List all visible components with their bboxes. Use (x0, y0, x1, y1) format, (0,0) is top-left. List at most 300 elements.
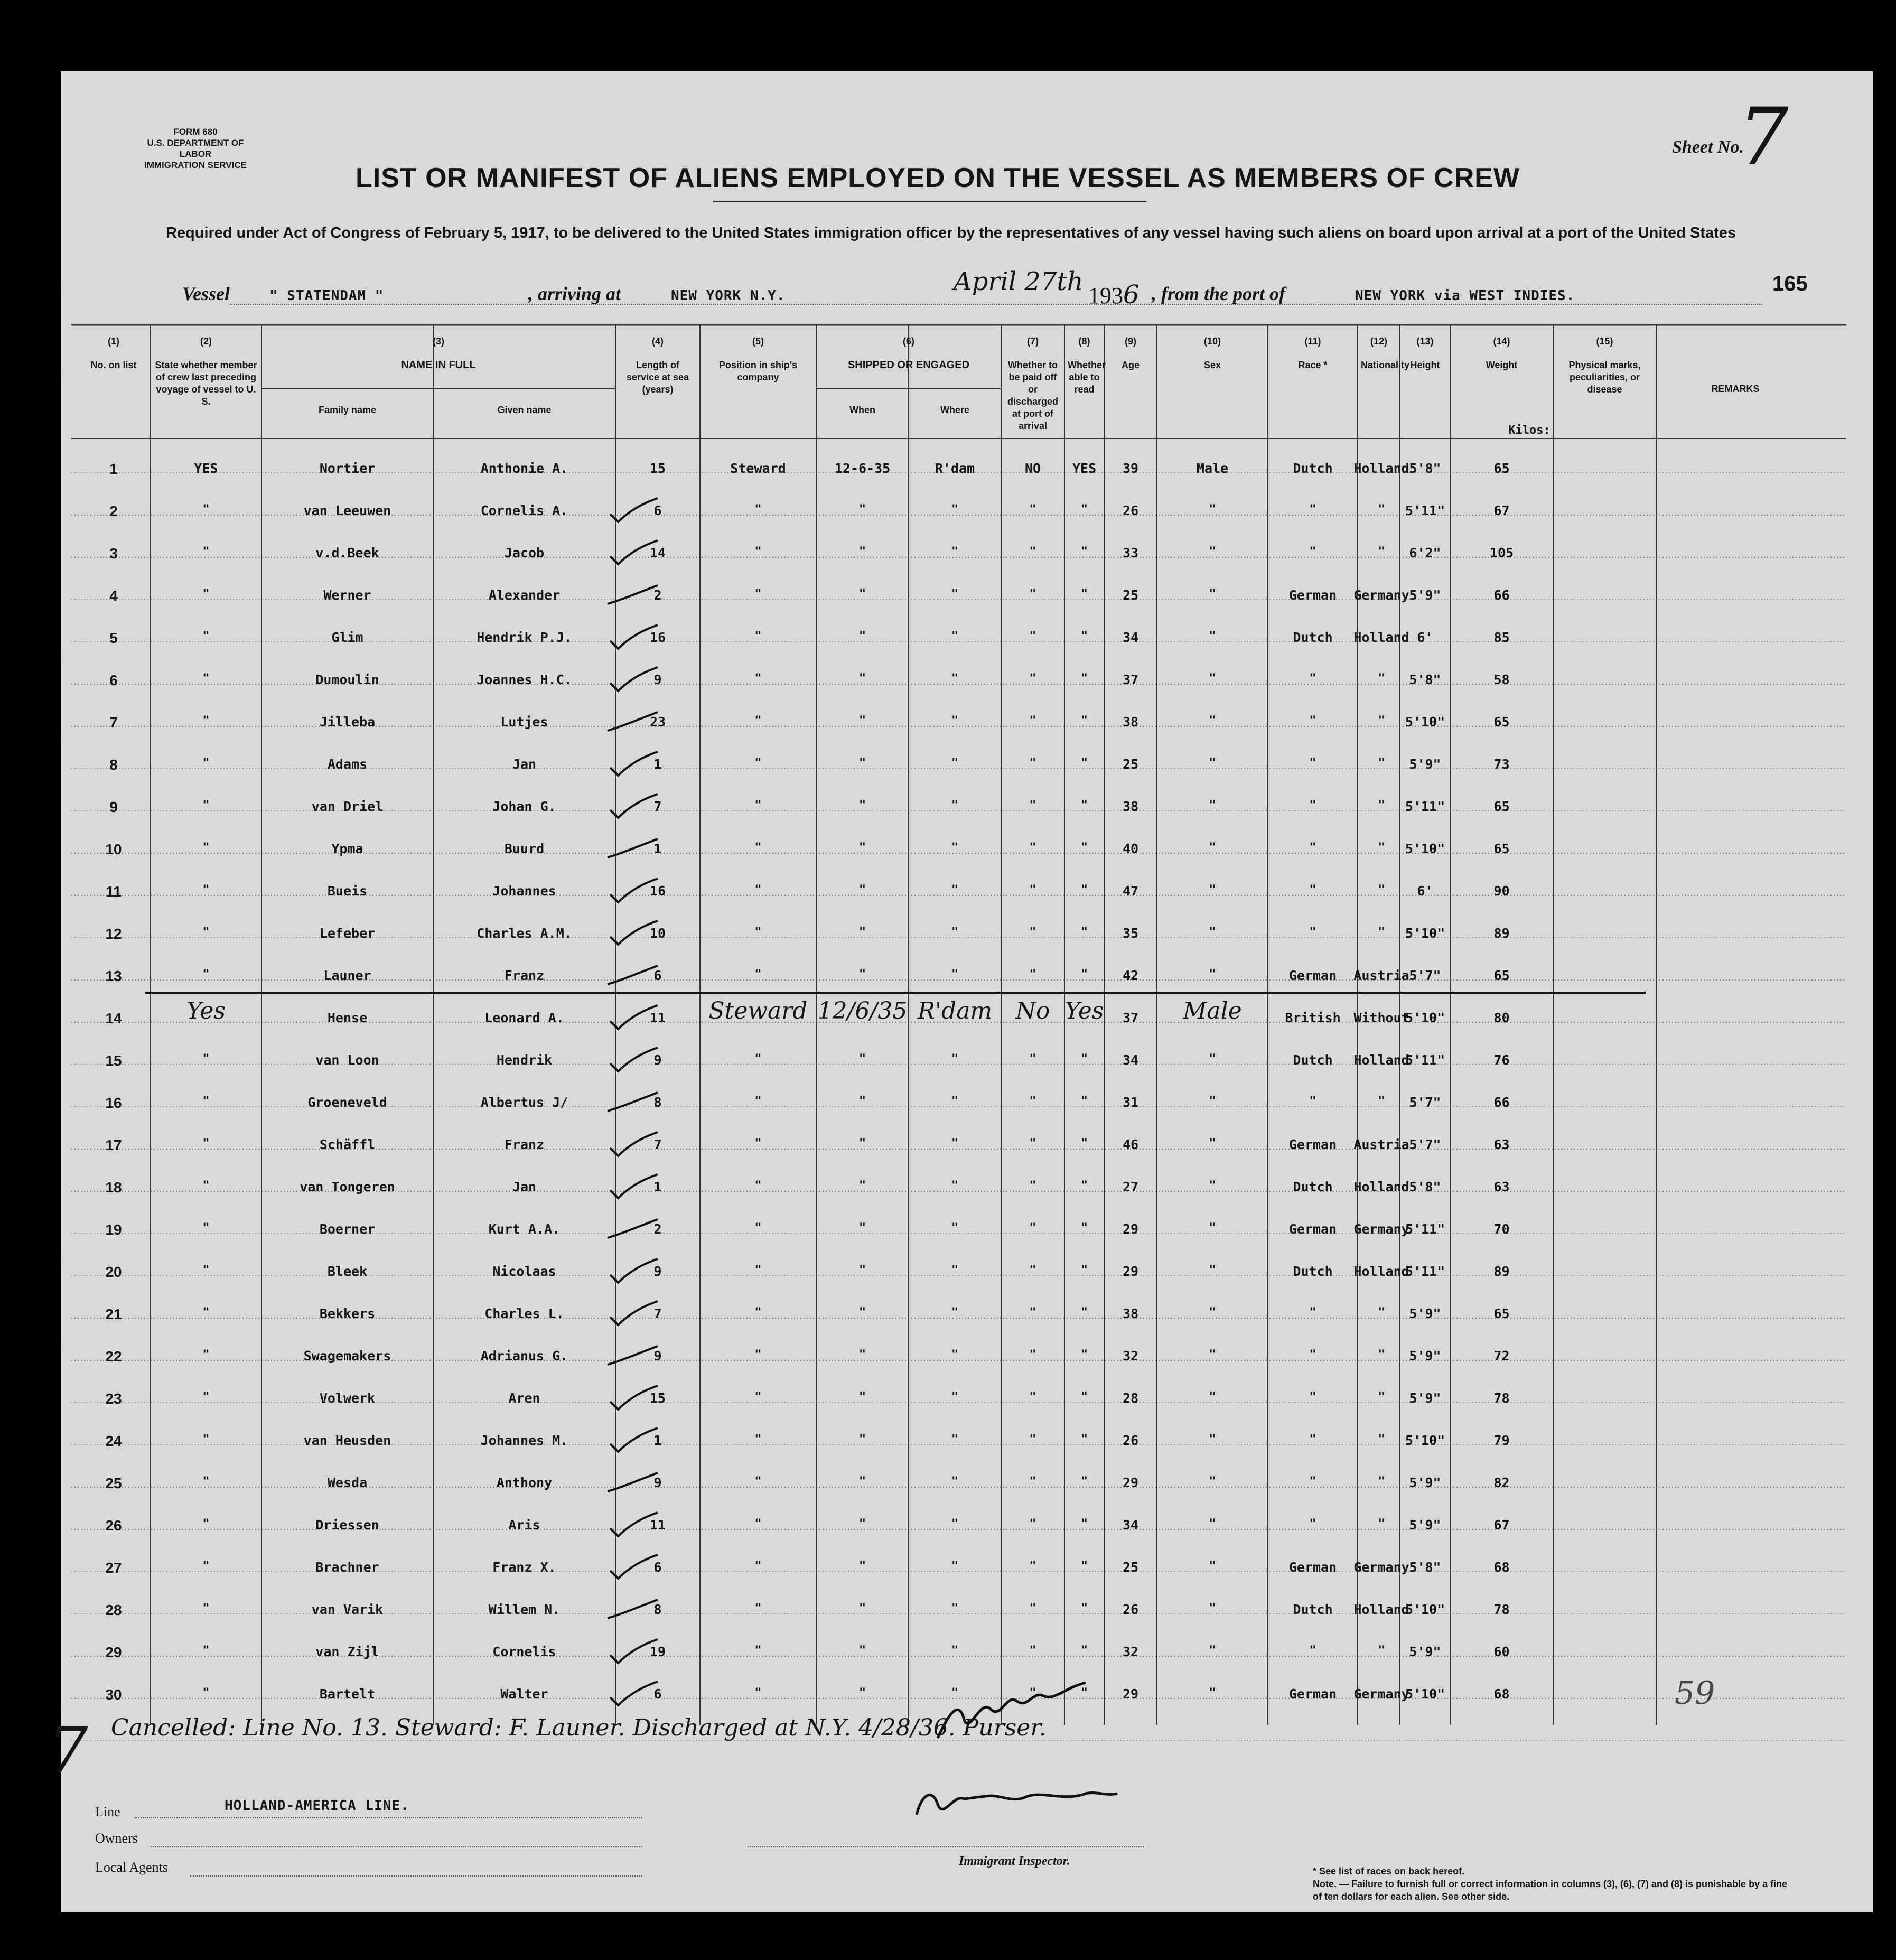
cell-prev: " (202, 1052, 210, 1066)
column-header: SHIPPED OR ENGAGED (847, 359, 970, 371)
cell-race: " (1309, 926, 1316, 939)
cell-age: 34 (1122, 630, 1139, 645)
cell-when: " (858, 1602, 866, 1615)
cell-nationality: " (1378, 799, 1385, 812)
cell-weight: 66 (1493, 1095, 1510, 1110)
table-row (61, 671, 1873, 713)
cell-age: 38 (1122, 799, 1139, 814)
cell-family: Jilleba (319, 714, 376, 730)
check-mark (605, 1130, 663, 1161)
cell-prev: " (202, 968, 210, 981)
cell-position: Steward (730, 461, 786, 476)
cell-service: 9 (653, 1348, 662, 1364)
cell-sex: " (1209, 1390, 1216, 1404)
cell-height: 5'10" (1405, 1602, 1445, 1617)
cell-sex: " (1209, 1686, 1216, 1700)
cell-sex: " (1209, 1475, 1216, 1488)
cell-paid: " (1029, 1560, 1036, 1573)
vessel-label: Vessel (182, 283, 230, 304)
cell-race: " (1309, 841, 1316, 854)
cell-height: 5'9" (1409, 1475, 1441, 1490)
cell-nationality: Austria (1353, 968, 1409, 983)
cell-paid: " (1029, 1264, 1036, 1277)
check-mark (605, 1383, 663, 1415)
check-mark (605, 1468, 663, 1499)
cell-family: van Driel (311, 799, 384, 814)
form-number: FORM 680 U.S. DEPARTMENT OF LABOR IMMIGRATION SERVICE (144, 127, 247, 170)
cell-sex: " (1209, 1644, 1216, 1657)
cell-age: 27 (1122, 1179, 1139, 1194)
cell-read: " (1080, 545, 1088, 558)
column-number: (1) (108, 336, 119, 347)
column-header: Nationality (1361, 360, 1410, 370)
cell-prev: " (202, 841, 210, 854)
cell-age: 26 (1122, 503, 1139, 518)
cell-given: Aren (508, 1390, 540, 1406)
cell-where: R'dam (917, 997, 993, 1024)
column-number: (8) (1078, 336, 1090, 347)
cell-nationality: Holland (1353, 1052, 1409, 1068)
cell-age: 31 (1122, 1095, 1139, 1110)
cell-height: 5'11" (1405, 1221, 1445, 1237)
cell-read: " (1080, 1517, 1088, 1530)
cell-race: " (1309, 757, 1316, 770)
cell-given: Anthony (496, 1475, 553, 1490)
cell-where: " (951, 1390, 959, 1404)
cell-no: 18 (105, 1179, 122, 1196)
cell-where: R'dam (935, 461, 975, 476)
cell-paid: " (1029, 1095, 1036, 1108)
cell-paid: " (1029, 1517, 1036, 1530)
cell-family: Glim (331, 630, 363, 645)
cell-weight: 79 (1493, 1433, 1510, 1448)
cell-read: " (1080, 757, 1088, 770)
column-header: Length of service at sea (years) (626, 360, 689, 395)
check-mark (605, 960, 663, 992)
inspector-underline (748, 1846, 1144, 1847)
cell-height: 5'10" (1405, 1010, 1445, 1025)
cell-weight: 72 (1493, 1348, 1510, 1364)
cell-given: Franz (504, 968, 545, 983)
cell-read: " (1080, 1475, 1088, 1488)
cell-prev: " (202, 503, 210, 516)
cell-prev: " (202, 757, 210, 770)
cell-paid: NO (1024, 461, 1041, 476)
cell-age: 37 (1122, 672, 1139, 687)
check-mark (605, 622, 663, 654)
cell-age: 33 (1122, 545, 1139, 561)
cell-no: 8 (109, 757, 118, 773)
cell-age: 29 (1122, 1221, 1139, 1237)
cell-when: " (858, 883, 866, 897)
cell-weight: 65 (1493, 968, 1510, 983)
cell-sex: " (1209, 1602, 1216, 1615)
cell-given: Hendrik (496, 1052, 553, 1068)
cell-position: " (754, 1433, 762, 1446)
cell-position: " (754, 1179, 762, 1192)
cell-sex: " (1209, 1137, 1216, 1150)
cell-family: Groeneveld (307, 1095, 387, 1110)
cell-where: " (951, 1686, 959, 1700)
cell-height: 5'9" (1409, 1644, 1441, 1659)
cell-service: 1 (653, 1179, 662, 1194)
line-label: Line (95, 1804, 120, 1819)
cell-race: German (1288, 1560, 1337, 1575)
cell-when: " (858, 1137, 866, 1150)
cell-sex: " (1209, 1095, 1216, 1108)
cell-given: Charles L. (484, 1306, 564, 1321)
cell-sex: " (1209, 503, 1216, 516)
cell-given: Leonard A. (484, 1010, 564, 1025)
cell-race: " (1309, 883, 1316, 897)
table-row (61, 713, 1873, 755)
cell-weight: 73 (1493, 757, 1510, 772)
owners-label: Owners (95, 1831, 138, 1846)
sheet-number: 7 (1738, 91, 1789, 183)
check-mark (605, 580, 663, 612)
cell-nationality: Germany (1353, 587, 1409, 603)
cell-where: " (951, 1264, 959, 1277)
agents-underline (190, 1875, 642, 1877)
cell-service: 7 (653, 1137, 662, 1152)
column-header: Race * (1298, 360, 1328, 370)
cell-service: 9 (653, 1475, 662, 1490)
cell-where: " (951, 714, 959, 727)
cell-nationality: " (1378, 1433, 1385, 1446)
cell-age: 39 (1122, 461, 1139, 476)
cell-prev: " (202, 926, 210, 939)
cell-no: 16 (105, 1095, 122, 1111)
footnote (1313, 1865, 1788, 1903)
cell-race: Dutch (1293, 1602, 1333, 1617)
column-number: (2) (200, 336, 212, 347)
cell-nationality: " (1378, 1475, 1385, 1488)
cell-weight: 85 (1493, 630, 1510, 645)
cell-no: 7 (109, 714, 118, 731)
column-number: (10) (1203, 336, 1221, 347)
column-header: State whether member of crew last preceding voyage of vessel to U. S. (155, 360, 257, 407)
cell-given: Nicolaas (492, 1264, 556, 1279)
cell-position: " (754, 883, 762, 897)
cell-race: Dutch (1293, 1264, 1333, 1279)
cell-race: German (1288, 587, 1337, 603)
cell-age: 25 (1122, 1560, 1139, 1575)
cell-no: 4 (109, 587, 118, 604)
cell-height: 6' (1417, 630, 1433, 645)
cell-given: Albertus J/ (480, 1095, 568, 1110)
table-row (61, 882, 1873, 925)
cell-height: 5'11" (1405, 799, 1445, 814)
cell-position: " (754, 757, 762, 770)
cell-no: 30 (105, 1686, 122, 1703)
column-number: (7) (1027, 336, 1039, 347)
check-mark (605, 1341, 663, 1373)
cell-height: 5'9" (1409, 587, 1441, 603)
sheet-number-label: Sheet No. (1672, 137, 1744, 157)
cell-nationality: " (1378, 1517, 1385, 1530)
cell-nationality: " (1378, 1644, 1385, 1657)
cell-no: 20 (105, 1264, 122, 1280)
cell-nationality: " (1378, 714, 1385, 727)
cell-family: Volwerk (319, 1390, 376, 1406)
cell-family: van Leeuwen (303, 503, 391, 518)
column-subheader: Family name (318, 405, 377, 415)
cell-where: " (951, 1348, 959, 1361)
cell-paid: " (1029, 1644, 1036, 1657)
cell-no: 5 (109, 630, 118, 646)
cell-height: 5'8" (1409, 1179, 1441, 1194)
column-number: (9) (1125, 336, 1136, 347)
column-header: Whether to be paid off or discharged at port of arrival (1007, 360, 1059, 431)
cell-paid: " (1029, 1052, 1036, 1066)
cell-given: Cornelis (492, 1644, 556, 1659)
table-row (61, 1051, 1873, 1094)
cell-no: 21 (105, 1306, 122, 1322)
cell-age: 29 (1122, 1264, 1139, 1279)
cell-age: 26 (1122, 1602, 1139, 1617)
cell-weight: 80 (1493, 1010, 1510, 1025)
cell-paid: " (1029, 1475, 1036, 1488)
cell-sex: " (1209, 1560, 1216, 1573)
check-mark (605, 1679, 663, 1711)
cell-sex: " (1209, 1306, 1216, 1319)
cell-no: 14 (105, 1010, 122, 1026)
cell-position: " (754, 1560, 762, 1573)
arrival-port: NEW YORK N.Y. (671, 288, 786, 304)
cell-given: Johannes (492, 883, 556, 899)
table-row (61, 586, 1873, 629)
cell-prev: " (202, 1686, 210, 1700)
cell-race: " (1309, 799, 1316, 812)
cell-nationality: Holland (1353, 1264, 1409, 1279)
cell-height: 5'11" (1405, 1052, 1445, 1068)
cell-service: 9 (653, 1264, 662, 1279)
column-header: Position in ship's company (718, 360, 798, 382)
check-mark (605, 1256, 663, 1288)
cell-prev: " (202, 799, 210, 812)
cell-weight: 66 (1493, 587, 1510, 603)
cell-position: " (754, 1137, 762, 1150)
cell-sex: " (1209, 926, 1216, 939)
cell-nationality: " (1378, 503, 1385, 516)
cell-position: " (754, 1644, 762, 1657)
cell-read: " (1080, 1686, 1088, 1700)
cell-age: 32 (1122, 1348, 1139, 1364)
page-title: LIST OR MANIFEST OF ALIENS EMPLOYED ON THE VESSEL AS MEMBERS OF CREW (356, 163, 1520, 193)
cell-sex: Male (1183, 997, 1242, 1024)
cell-when: " (858, 1390, 866, 1404)
cell-read: " (1080, 799, 1088, 812)
cell-position: " (754, 1390, 762, 1404)
cell-nationality: " (1378, 1095, 1385, 1108)
cell-paid: " (1029, 630, 1036, 643)
cell-no: 26 (105, 1517, 122, 1534)
column-number: (12) (1370, 336, 1387, 347)
cell-sex: " (1209, 714, 1216, 727)
cell-given: Joannes H.C. (477, 672, 572, 687)
cell-nationality: Holland (1353, 1602, 1409, 1617)
cell-when: " (858, 1052, 866, 1066)
cell-service: 16 (649, 630, 666, 645)
cell-given: Franz (504, 1137, 545, 1152)
cell-service: 19 (649, 1644, 666, 1659)
cell-when: " (858, 1306, 866, 1319)
cell-race: " (1309, 1475, 1316, 1488)
column-number: (14) (1493, 336, 1510, 347)
cell-family: Dumoulin (315, 672, 379, 687)
cell-when: " (858, 1475, 866, 1488)
cell-position: " (754, 1264, 762, 1277)
column-header: NAME IN FULL (401, 359, 476, 371)
table-row (61, 1516, 1873, 1558)
cell-service: 9 (653, 672, 662, 687)
cell-paid: No (1015, 997, 1050, 1024)
cell-family: Lefeber (319, 926, 376, 941)
cell-weight: 65 (1493, 799, 1510, 814)
cell-read: " (1080, 1390, 1088, 1404)
cell-where: " (951, 630, 959, 643)
cell-race: " (1309, 1517, 1316, 1530)
cell-age: 29 (1122, 1686, 1139, 1702)
cell-age: 46 (1122, 1137, 1139, 1152)
cell-position: " (754, 672, 762, 685)
year-prefix: 193 (1088, 283, 1123, 309)
cell-race: " (1309, 1348, 1316, 1361)
cell-paid: " (1029, 587, 1036, 601)
cell-height: 5'10" (1405, 1686, 1445, 1702)
cell-read: " (1080, 883, 1088, 897)
cell-height: 5'8" (1409, 672, 1441, 687)
cell-nationality: Germany (1353, 1686, 1409, 1702)
inspector-signature (906, 1772, 1128, 1831)
cell-position: " (754, 1052, 762, 1066)
check-mark (605, 665, 663, 696)
cell-race: " (1309, 1390, 1316, 1404)
cell-sex: " (1209, 672, 1216, 685)
cell-read: " (1080, 1560, 1088, 1573)
cell-position: " (754, 1221, 762, 1235)
cell-weight: 89 (1493, 926, 1510, 941)
cell-position: " (754, 1095, 762, 1108)
cell-weight: 76 (1493, 1052, 1510, 1068)
cell-height: 5'8" (1409, 1560, 1441, 1575)
cell-prev: " (202, 545, 210, 558)
cell-height: 5'10" (1405, 714, 1445, 730)
check-mark (605, 1552, 663, 1584)
cell-prev: " (202, 630, 210, 643)
cell-read: " (1080, 1433, 1088, 1446)
cell-sex: " (1209, 799, 1216, 812)
cell-where: " (951, 1095, 959, 1108)
cell-service: 6 (653, 968, 662, 983)
cell-read: " (1080, 714, 1088, 727)
cell-no: 24 (105, 1433, 122, 1449)
cell-race: German (1288, 1137, 1337, 1152)
cell-race: German (1288, 1686, 1337, 1702)
check-mark (605, 1510, 663, 1542)
cell-given: Jan (512, 757, 537, 772)
cell-prev: " (202, 1390, 210, 1404)
purser-signature (927, 1677, 1112, 1746)
cell-paid: " (1029, 1686, 1036, 1700)
cell-family: Ypma (331, 841, 363, 856)
cell-height: 5'7" (1409, 1137, 1441, 1152)
cell-given: Adrianus G. (480, 1348, 568, 1364)
check-mark (605, 1045, 663, 1077)
cell-no: 28 (105, 1602, 122, 1618)
cell-weight: 63 (1493, 1179, 1510, 1194)
cell-given: Walter (500, 1686, 548, 1702)
cell-age: 26 (1122, 1433, 1139, 1448)
cell-read: " (1080, 672, 1088, 685)
cell-given: Johan G. (492, 799, 556, 814)
table-row (61, 798, 1873, 840)
cell-race: " (1309, 672, 1316, 685)
cell-prev: Yes (186, 997, 226, 1024)
cell-given: Aris (508, 1517, 540, 1533)
cell-service: 6 (653, 1560, 662, 1575)
cell-paid: " (1029, 1433, 1036, 1446)
cell-family: Adams (327, 757, 368, 772)
cell-service: 16 (649, 883, 666, 899)
cell-family: van Tongeren (300, 1179, 395, 1194)
column-header: Age (1121, 360, 1140, 370)
cell-paid: " (1029, 672, 1036, 685)
cell-sex: " (1209, 587, 1216, 601)
cell-no: 23 (105, 1390, 122, 1407)
column-number: (6) (903, 336, 914, 347)
column-header: REMARKS (1711, 384, 1760, 394)
cell-age: 29 (1122, 1475, 1139, 1490)
cell-position: Steward (708, 997, 808, 1024)
cell-service: 11 (649, 1010, 666, 1025)
table-row (61, 1601, 1873, 1643)
table-row (61, 755, 1873, 798)
cell-read: " (1080, 630, 1088, 643)
cell-weight: 105 (1489, 545, 1514, 561)
table-row (61, 1305, 1873, 1347)
cell-nationality: " (1378, 926, 1385, 939)
cell-family: Bleek (327, 1264, 368, 1279)
cell-weight: 60 (1493, 1644, 1510, 1659)
cell-when: " (858, 841, 866, 854)
cell-given: Anthonie A. (480, 461, 568, 476)
cell-nationality: " (1378, 545, 1385, 558)
column-number: (15) (1596, 336, 1613, 347)
cell-prev: " (202, 1221, 210, 1235)
column-subheader: Given name (497, 405, 552, 415)
cell-sex: " (1209, 757, 1216, 770)
cell-given: Jacob (504, 545, 545, 561)
cell-race: German (1288, 1221, 1337, 1237)
cell-service: 6 (653, 1686, 662, 1702)
check-mark (605, 1003, 663, 1034)
cell-nationality: Without (1353, 1010, 1409, 1025)
cell-height: 5'10" (1405, 926, 1445, 941)
cell-position: " (754, 503, 762, 516)
cell-position: " (754, 545, 762, 558)
cell-height: 6'2" (1409, 545, 1441, 561)
cell-where: " (951, 841, 959, 854)
cell-height: 5'9" (1409, 1390, 1441, 1406)
cell-sex: Male (1196, 461, 1229, 476)
cell-when: " (858, 503, 866, 516)
cell-read: YES (1072, 461, 1097, 476)
check-mark (605, 791, 663, 823)
cell-height: 5'10" (1405, 1433, 1445, 1448)
table-row (61, 1220, 1873, 1263)
check-mark (605, 834, 663, 865)
